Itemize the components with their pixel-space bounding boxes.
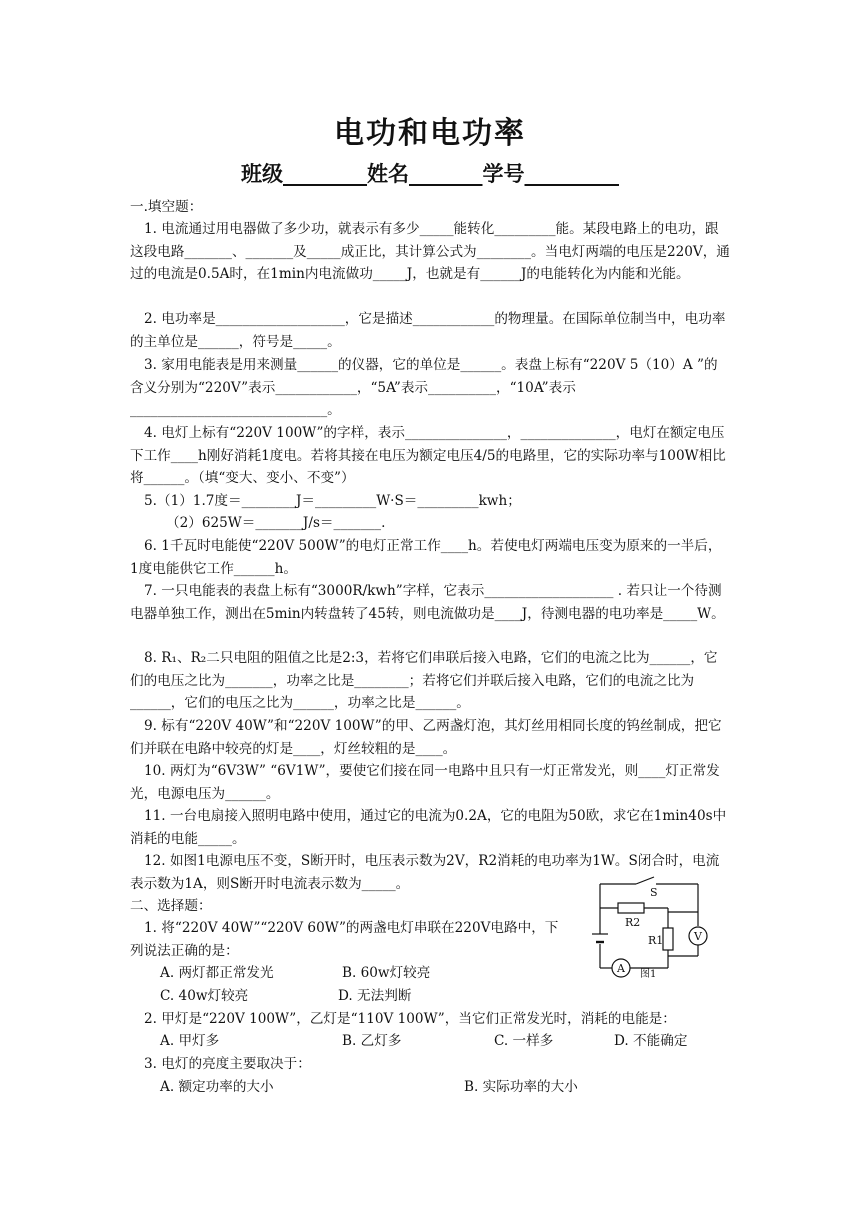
r1-label: R1 [648,934,664,947]
choice-1-option-b: B. 60w灯较亮 [342,965,431,981]
question-2: 2. 电功率是___________________，它是描述____________的物理量。在国际单位制当中，电功率的主单位是______，符号是_____。 [130,311,726,350]
page-title: 电功和电功率 [334,116,526,151]
question-12: 12. 如图1电源电压不变，S断开时，电压表示数为2V，R2消耗的电功率为1W。S闭合时，电流表示数为1A，则S断开时电流表示数为_____。 [130,853,720,892]
r2-label: R2 [625,916,641,929]
question-4: 4. 电灯上标有“220V 100W”的字样，表示_______________，______________，电灯在额定电压下工作____h刚好消耗1度电。若将其接在电压为额定电压4/5的电路里，它的实际功率与100W相比将______。（填“变大、变小、不变”） [130,425,726,487]
question-6: 6. 1千瓦时电能使“220V 500W”的电灯正常工作____h。若使电灯两端电压变为原来的一半后，1度电能供它工作______h。 [130,538,722,577]
question-5-part-1: 5.（1）1.7度＝________J＝_________W·S＝_________kwh； [144,493,521,509]
voltmeter-label: V [694,930,702,943]
question-8: 8. R₁、R₂二只电阻的阻值之比是2:3，若将它们串联后接入电路，它们的电流之比为______，它们的电压之比为_______，功率之比是________；若将它们并联后接入电路，它们的电流之比为______，它们的电压之比为______，功率之比是______。 [130,650,718,712]
choice-2-option-a: A. 甲灯多 [160,1033,220,1049]
section-heading-fill-in: 一.填空题： [130,199,203,215]
choice-3-option-a: A. 额定功率的大小 [160,1079,274,1095]
question-7: 7. 一只电能表的表盘上标有“3000R/kwh”字样，它表示___________________ . 若只让一个待测电器单独工作，测出在5min内转盘转了45转，则电流做功是____J，待测电器的电功率是_____W。 [130,583,725,622]
student-info-line: 班级________姓名_______学号_________ [241,161,619,186]
question-11: 11. 一台电扇接入照明电路中使用，通过它的电流为0.2A，它的电阻为50欧，求它在1min40s中消耗的电能_____。 [130,808,727,847]
choice-1-option-a: A. 两灯都正常发光 [160,965,274,981]
choice-1-option-d: D. 无法判断 [338,988,412,1004]
question-5-part-2: （2）625W＝_______J/s＝_______. [166,515,386,531]
choice-1-option-c: C. 40w灯较亮 [160,988,249,1004]
resistor-r1 [663,928,673,950]
section-heading-choice: 二、选择题： [130,898,212,914]
question-10: 10. 两灯为“6V3W” “6V1W”，要使它们接在同一电路中且只有一灯正常发光，则____灯正常发光，电源电压为______。 [130,763,720,802]
question-1: 1. 电流通过用电器做了多少功，就表示有多少_____能转化_________能。某段电路上的电功，跟这段电路_______、_______及_____成正比，其计算公式为________。当电灯两端的电压是220V，通过的电流是0.5A时，在1min内电流做功_____J，也就是有______J的电能转化为内能和光能。 [130,221,730,283]
resistor-r2 [618,903,644,913]
choice-2-option-b: B. 乙灯多 [342,1033,402,1049]
question-9: 9. 标有“220V 40W”和“220V 100W”的甲、乙两盏灯泡，其灯丝用相同长度的钨丝制成，把它们并联在电路中较亮的灯是____，灯丝较粗的是____。 [130,718,722,757]
figure-caption: 图1 [640,969,657,980]
choice-question-3: 3. 电灯的亮度主要取决于： [144,1056,311,1072]
circuit-diagram [588,874,716,980]
choice-3-option-b: B. 实际功率的大小 [464,1079,578,1095]
switch-label: S [650,886,658,899]
question-3: 3. 家用电能表是用来测量______的仪器，它的单位是______。表盘上标有“220V 5（10）A ”的含义分别为“220V”表示____________，“5A”表示__________，“10A”表示_____________________________。 [130,357,718,419]
switch-blade [636,877,654,884]
choice-question-1: 1. 将“220V 40W”“220V 60W”的两盏电灯串联在220V电路中，下列说法正确的是： [130,920,559,959]
ammeter-label: A [617,962,625,975]
choice-2-option-c: C. 一样多 [494,1033,554,1049]
choice-2-option-d: D. 不能确定 [614,1033,688,1049]
choice-question-2: 2. 甲灯是“220V 100W”，乙灯是“110V 100W”，当它们正常发光时，消耗的电能是： [144,1011,676,1027]
